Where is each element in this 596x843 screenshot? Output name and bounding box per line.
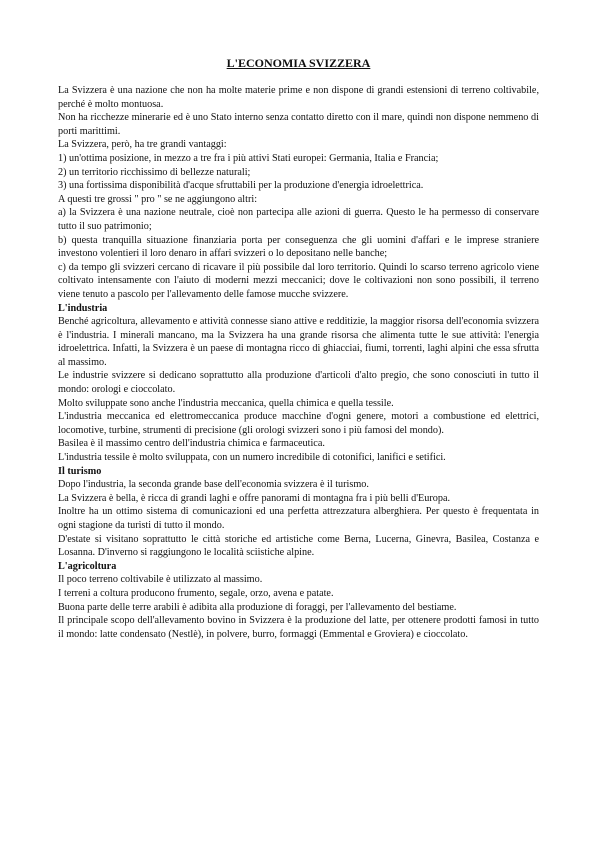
paragraph: A questi tre grossi " pro " se ne aggiungono altri: <box>58 193 258 205</box>
paragraph: 1) un'ottima posizione, in mezzo a tre fra i più attivi Stati europei: Germania, Italia e Francia; <box>58 152 439 164</box>
document-page <box>58 56 539 641</box>
paragraph: L'industria tessile è molto sviluppata, con un numero incredibile di cotonifici, lanifici e setifici. <box>58 452 446 464</box>
paragraph: Le industrie svizzere si dedicano soprattutto alla produzione d'articoli d'alto pregio, che sono conosciuti in tutto il mondo: orologi e cioccolato. <box>58 370 539 396</box>
document-body <box>58 84 539 641</box>
paragraph: c) da tempo gli svizzeri cercano di ricavare il più possibile dal loro territorio. Quindi lo scarso terreno agricolo viene coltivato intensamente con l'aiuto di moderni mezzi meccanici; dove le coltivazioni non sono possibili, il terreno viene tenuto a pascolo per l'allevamento delle famose mucche svizzere. <box>58 261 539 300</box>
section-heading: L'agricoltura <box>58 560 117 572</box>
paragraph: La Svizzera è una nazione che non ha molte materie prime e non dispone di grandi estensioni di terreno coltivabile, perché è molto montuosa. <box>58 85 539 110</box>
paragraph: Il principale scopo dell'allevamento bovino in Svizzera è la produzione del latte, per ottenere prodotti famosi in tutto il mondo: latte condensato (Nestlè), in polvere, burro, formaggi (Emmental e Groviera) e cioccolato. <box>58 615 539 640</box>
document-title: L'ECONOMIA SVIZZERA <box>226 56 371 70</box>
paragraph: a) la Svizzera è una nazione neutrale, cioè non partecipa alle azioni di guerra. Questo le ha permesso di conservare tutto il suo patrimonio; <box>58 207 539 232</box>
paragraph: D'estate si visitano soprattutto le città storiche ed artistiche come Berna, Lucerna, Ginevra, Basilea, Costanza e Losanna. D'inverno si raggiungono le località sciistiche alpine. <box>58 533 539 559</box>
paragraph: Non ha ricchezze minerarie ed è uno Stato interno senza contatto diretto con il mare, quindi non dispone nemmeno di porti marittimi. <box>58 112 539 137</box>
paragraph: Inoltre ha un ottimo sistema di comunicazioni ed una perfetta attrezzatura alberghiera. Per questo è frequentata in ogni stagione da turisti di tutto il mondo. <box>58 506 539 531</box>
paragraph: Molto sviluppate sono anche l'industria meccanica, quella chimica e quella tessile. <box>58 397 394 409</box>
paragraph: Basilea è il massimo centro dell'industria chimica e farmaceutica. <box>58 438 325 450</box>
paragraph: 3) una fortissima disponibilità d'acque sfruttabili per la produzione d'energia idroelettrica. <box>58 180 424 192</box>
paragraph: 2) un territorio ricchissimo di bellezze naturali; <box>58 166 251 178</box>
paragraph: L'industria meccanica ed elettromeccanica produce macchine d'ogni genere, motori a combustione ed elettrici, locomotive, turbine, strumenti di precisione (gli orologi svizzeri sono i più famosi del mondo). <box>58 411 539 436</box>
paragraph: I terreni a coltura producono frumento, segale, orzo, avena e patate. <box>58 587 334 599</box>
paragraph: La Svizzera è bella, è ricca di grandi laghi e offre panorami di montagna fra i più belli d'Europa. <box>58 492 451 504</box>
paragraph: Benché agricoltura, allevamento e attività connesse siano attive e redditizie, la maggior risorsa dell'economia svizzera è l'industria. I minerali mancano, ma la Svizzera ha una grande risorsa che alimenta tutte le sue attività: l'energia idroelettrica. Infatti, la Svizzera è un paese di montagna ricco di ghiacciai, fiumi, torrenti, laghi alpini che essa sfrutta al massimo. <box>58 316 539 368</box>
paragraph: Dopo l'industria, la seconda grande base dell'economia svizzera è il turismo. <box>58 479 369 491</box>
paragraph: Buona parte delle terre arabili è adibita alla produzione di foraggi, per l'allevamento del bestiame. <box>58 601 457 613</box>
paragraph: La Svizzera, però, ha tre grandi vantaggi: <box>58 139 227 151</box>
section-heading: L'industria <box>58 302 108 314</box>
section-heading: Il turismo <box>58 465 102 477</box>
paragraph: Il poco terreno coltivabile è utilizzato al massimo. <box>58 574 263 586</box>
paragraph: b) questa tranquilla situazione finanziaria porta per conseguenza che gli uomini d'affari e le imprese straniere investono volentieri il loro denaro in affari svizzeri o lo depositano nelle banche; <box>58 234 539 260</box>
